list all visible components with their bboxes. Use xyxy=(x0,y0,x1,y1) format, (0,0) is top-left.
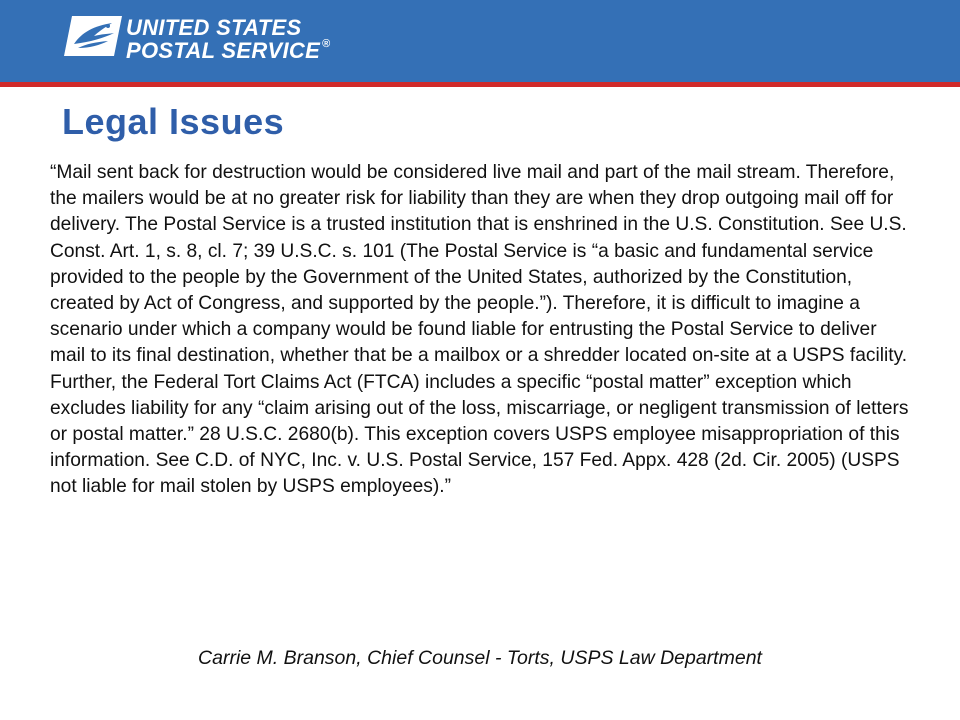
brand-line-2-text: POSTAL SERVICE xyxy=(126,38,321,63)
slide-title: Legal Issues xyxy=(62,101,285,142)
brand-line-1: UNITED STATES xyxy=(126,15,302,40)
registered-mark: ® xyxy=(322,38,331,50)
legal-quote: “Mail sent back for destruction would be considered live mail and part of the mail stream. Therefore, the mailers would be at no greater risk for liability than they are when they drop outgoing mail off for delivery. The Postal Service is a trusted institution that is enshrined in the U.S. Constitution. See U.S. Const. Art. 1, s. 8, cl. 7; 39 U.S.C. s. 101 (The Postal Service is “a basic and fundamental service provided to the people by the Government of the United States, authorized by the Constitution, created by Act of Congress, and supported by the people.”). Therefore, it is difficult to imagine a scenario under which a company would be found liable for entrusting the Postal Service to deliver mail to its final destination, whether that be a mailbox or a shredder located on-site at a USPS facility. Further, the Federal Tort Claims Act (FTCA) includes a specific “postal matter” exception which excludes liability for any “claim arising out of the loss, miscarriage, or negligent transmission of letters or postal matter.” 28 U.S.C. 2680(b). This exception covers USPS employee misappropriation of this information. See C.D. of NYC, Inc. v. U.S. Postal Service, 157 Fed. Appx. 428 (2d. Cir. 2005) (USPS not liable for mail stolen by USPS employees).” xyxy=(50,162,909,498)
eagle-icon xyxy=(64,14,122,58)
usps-logo xyxy=(64,14,331,64)
header-bar xyxy=(0,0,960,82)
brand-line-2 xyxy=(126,38,331,64)
header-red-stripe xyxy=(0,82,960,87)
quote-attribution: Carrie M. Branson, Chief Counsel - Torts, USPS Law Department xyxy=(198,647,762,669)
